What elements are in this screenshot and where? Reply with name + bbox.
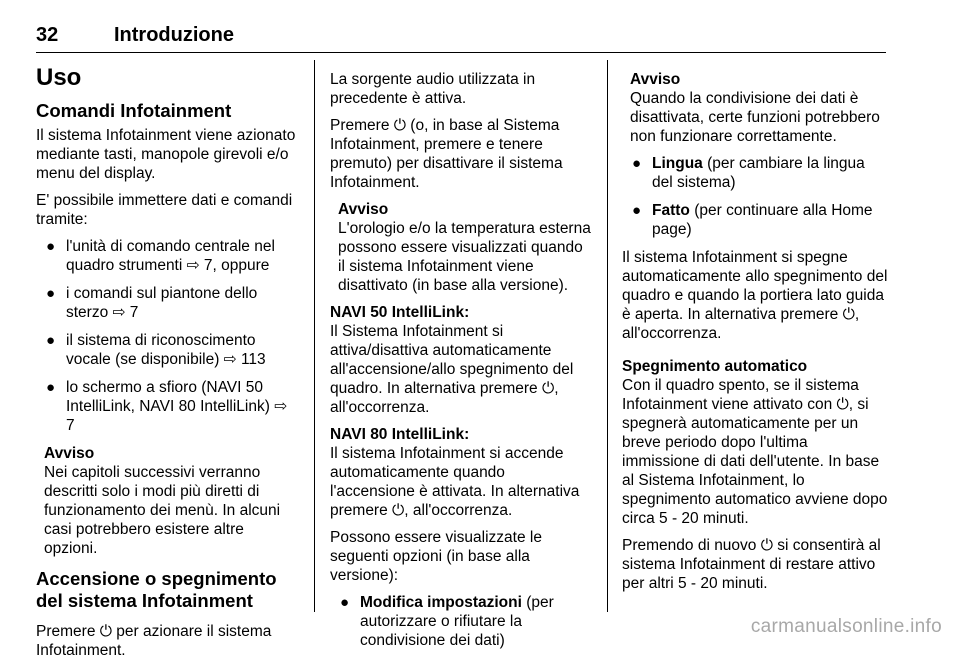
paragraph: Premere ⏻ per azionare il sistema Infotainment. (36, 623, 272, 659)
bullet-icon: ● (46, 285, 56, 302)
list-item (36, 331, 298, 369)
column-divider-1 (314, 60, 315, 612)
note-text: Quando la condivisione dei dati è disattivata, certe funzioni potrebbero non funzionare correttamente. (630, 90, 880, 145)
heading-navi50: NAVI 50 IntelliLink: (330, 304, 470, 321)
options-list (622, 154, 888, 239)
column-divider-2 (607, 60, 608, 612)
list-item (622, 201, 888, 239)
list-item (36, 378, 298, 435)
heading-comandi: Comandi Infotainment (36, 100, 232, 121)
list-item-text: il sistema di riconoscimento vocale (se disponibile) ⇨ 113 (66, 332, 266, 368)
paragraph: Il Sistema Infotainment si attiva/disattiva automaticamente all'accensione/allo spegnimento del quadro. In alternativa premere ⏻, all'occorrenza. (330, 323, 574, 416)
option-desc: (per autorizzare o rifiutare la condivisione dei dati) (360, 594, 554, 649)
watermark: carmanualsonline.info (750, 616, 942, 637)
paragraph: La sorgente audio utilizzata in precedente è attiva. (330, 71, 536, 107)
paragraph: Premere ⏻ (o, in base al Sistema Infotainment, premere e tenere premuto) per disattivare il sistema Infotainment. (330, 117, 563, 191)
option-desc: (per continuare alla Home page) (652, 202, 873, 238)
paragraph: Premendo di nuovo ⏻ si consentirà al sistema Infotainment di restare attivo per altri 5 - 20 minuti. (622, 537, 881, 592)
note-box (622, 70, 888, 146)
bullet-icon: ● (340, 594, 350, 611)
paragraph: Il sistema Infotainment si accende automaticamente quando l'accensione è attivata. In alternativa premere ⏻, all'occorrenza. (330, 445, 580, 519)
paragraph: Il sistema Infotainment viene azionato mediante tasti, manopole girevoli e/o menu del display. (36, 127, 296, 182)
list-item-text: l'unità di comando centrale nel quadro strumenti ⇨ 7, oppure (66, 238, 275, 274)
page-number: 32 (36, 24, 59, 46)
bullet-icon: ● (46, 332, 56, 349)
bullet-icon: ● (632, 155, 642, 172)
bullet-icon: ● (46, 379, 56, 396)
bullet-icon: ● (46, 238, 56, 255)
note-box (330, 200, 593, 295)
note-title: Avviso (630, 71, 681, 88)
heading-uso: Uso (36, 64, 82, 91)
input-methods-list (36, 237, 298, 435)
paragraph: Possono essere visualizzate le seguenti opzioni (in base alla versione): (330, 529, 542, 584)
list-item-text: lo schermo a sfioro (NAVI 50 IntelliLink, NAVI 80 IntelliLink) ⇨ 7 (66, 379, 288, 434)
column-1 (36, 64, 298, 668)
column-2 (330, 70, 593, 659)
note-text: L'orologio e/o la temperatura esterna possono essere visualizzati quando il sistema Infotainment viene disattivato (in base alla versione). (338, 220, 591, 294)
list-item (36, 237, 298, 275)
page-title: Introduzione (114, 24, 234, 46)
heading-spegnimento: Spegnimento automatico (622, 358, 808, 375)
note-box (36, 444, 298, 558)
note-title: Avviso (44, 445, 95, 462)
option-desc: (per cambiare la lingua del sistema) (652, 155, 865, 191)
list-item (622, 154, 888, 192)
heading-accensione: Accensione o spegnimento del sistema Infotainment (36, 568, 277, 611)
option-name: Lingua (652, 155, 703, 172)
heading-navi80: NAVI 80 IntelliLink: (330, 426, 470, 443)
column-3 (622, 70, 888, 601)
paragraph: Con il quadro spento, se il sistema Infotainment viene attivato con ⏻, si spegnerà automaticamente per un breve periodo dopo l'ultima immissione di dati dell'utente. In base al Sistema Infotainment, lo spegnimento automatico avviene dopo circa 5 - 20 minuti. (622, 377, 888, 527)
paragraph: E' possibile immettere dati e comandi tramite: (36, 192, 293, 228)
list-item (330, 593, 593, 650)
list-item-text: i comandi sul piantone dello sterzo ⇨ 7 (66, 285, 258, 321)
bullet-icon: ● (632, 202, 642, 219)
paragraph: Il sistema Infotainment si spegne automaticamente allo spegnimento del quadro e quando la portiera lato guida è aperta. In alternativa premere ⏻, all'occorrenza. (622, 249, 888, 342)
page-header (36, 24, 886, 53)
list-item (36, 284, 298, 322)
option-name: Fatto (652, 202, 690, 219)
options-list (330, 593, 593, 650)
note-text: Nei capitoli successivi verranno descritti solo i modi più diretti di funzionamento dei menù. In alcuni casi potrebbero esistere altre opzioni. (44, 464, 281, 557)
option-name: Modifica impostazioni (360, 594, 522, 611)
note-title: Avviso (338, 201, 389, 218)
